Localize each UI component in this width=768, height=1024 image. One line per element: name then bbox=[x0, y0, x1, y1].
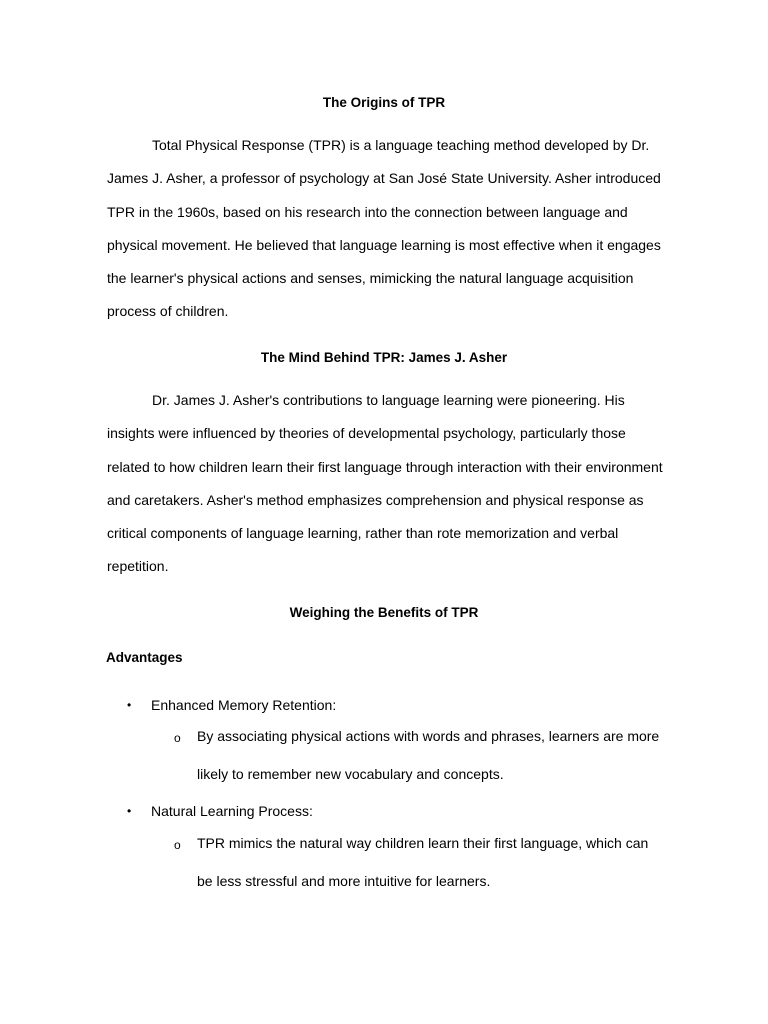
paragraph-line: Dr. James J. Asher's contributions to language learning were pioneering. His bbox=[152, 392, 625, 408]
paragraph-line: and caretakers. Asher's method emphasizes comprehension and physical response as bbox=[107, 491, 644, 508]
paragraph-line: related to how children learn their first language through interaction with their environment bbox=[107, 458, 663, 475]
sub-list-line: be less stressful and more intuitive for learners. bbox=[197, 872, 491, 889]
paragraph-asher bbox=[107, 384, 667, 584]
section-heading-asher: The Mind Behind TPR: James J. Asher bbox=[260, 350, 508, 365]
sub-bullet-icon: o bbox=[174, 731, 181, 745]
paragraph-origins bbox=[107, 129, 667, 329]
sub-list-item bbox=[197, 718, 667, 793]
section-heading-origins: The Origins of TPR bbox=[322, 95, 446, 110]
paragraph-line: process of children. bbox=[107, 303, 229, 320]
paragraph-line: repetition. bbox=[107, 558, 169, 575]
paragraph-line: the learner's physical actions and senses, mimicking the natural language acquisition bbox=[107, 270, 634, 287]
bullet-icon: • bbox=[127, 804, 132, 818]
paragraph-line: insights were influenced by theories of developmental psychology, particularly those bbox=[107, 425, 626, 442]
paragraph-line: Total Physical Response (TPR) is a language teaching method developed by Dr. bbox=[152, 137, 650, 153]
paragraph-line: critical components of language learning, rather than rote memorization and verbal bbox=[107, 525, 619, 542]
sub-bullet-icon: o bbox=[174, 838, 181, 852]
list-item-label: Enhanced Memory Retention: bbox=[151, 697, 337, 713]
sub-list-line: TPR mimics the natural way children learn their first language, which can bbox=[197, 835, 649, 851]
sub-list-line: likely to remember new vocabulary and concepts. bbox=[197, 765, 504, 782]
subheading-advantages: Advantages bbox=[106, 650, 183, 665]
section-heading-benefits: Weighing the Benefits of TPR bbox=[289, 605, 479, 620]
paragraph-line: TPR in the 1960s, based on his research into the connection between language and bbox=[107, 203, 628, 220]
paragraph-line: physical movement. He believed that language learning is most effective when it engages bbox=[107, 236, 661, 253]
paragraph-line: James J. Asher, a professor of psychology at San José State University. Asher introduced bbox=[107, 170, 661, 187]
sub-list-item bbox=[197, 825, 667, 900]
sub-list-line: By associating physical actions with words and phrases, learners are more bbox=[197, 728, 660, 744]
bullet-icon: • bbox=[127, 698, 132, 712]
list-item-label: Natural Learning Process: bbox=[151, 803, 313, 819]
